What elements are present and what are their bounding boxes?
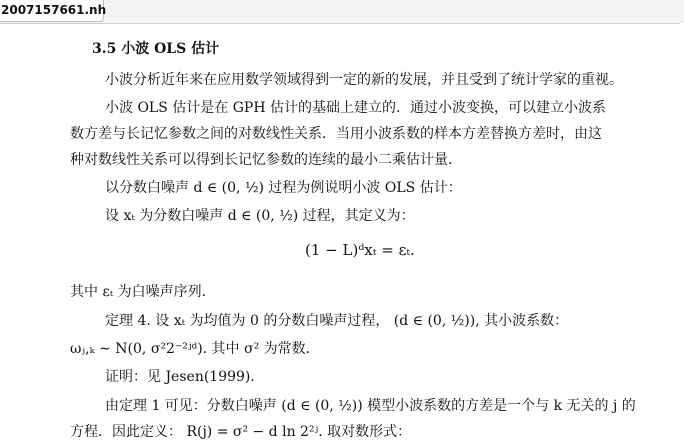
paragraph-2-line-1: 小波 OLS 估计是在 GPH 估计的基础上建立的．通过小波变换，可以建立小波系: [105, 100, 606, 116]
theorem-line-2: ωⱼ,ₖ ∼ N(0, σ²2⁻²ʲᵈ). 其中 σ² 为常数．: [70, 341, 320, 357]
paragraph-2-line-2: 数方差与长记忆参数之间的对数线性关系．当用小波系数的样本方差替换方差时，由这: [70, 126, 602, 142]
paragraph-5: 其中 εₜ 为白噪声序列．: [70, 284, 216, 300]
document-tab-label: 2007157661.nh: [1, 3, 107, 17]
section-title: 3.5 小波 OLS 估计: [92, 41, 220, 57]
paragraph-3: 以分数白噪声 d ∈ (0, ½) 过程为例说明小波 OLS 估计：: [105, 180, 462, 196]
theorem-line-1: 定理 4. 设 xₜ 为均值为 0 的分数白噪声过程， (d ∈ (0, ½)), 其小波系数：: [105, 313, 569, 329]
paragraph-4: 设 xₜ 为分数白噪声 d ∈ (0, ½) 过程，其定义为：: [105, 208, 415, 224]
paragraph-6-line-2: 方程．因此定义： R(j) = σ² − d ln 2²ʲ. 取对数形式：: [70, 424, 412, 440]
paragraph-1: 小波分析近年来在应用数学领域得到一定的新的发展，并且受到了统计学家的重视。: [105, 72, 623, 88]
page-right-margin: [680, 23, 684, 448]
equation: (1 − L)ᵈxₜ = εₜ.: [305, 241, 415, 259]
proof-line: 证明：见 Jesen(1999).: [105, 369, 255, 385]
paragraph-2-line-3: 种对数线性关系可以得到长记忆参数的连续的最小二乘估计量．: [70, 152, 462, 168]
paragraph-6-line-1: 由定理 1 可见：分数白噪声 (d ∈ (0, ½)) 模型小波系数的方差是一个与 k 无关的 j 的: [105, 398, 636, 414]
